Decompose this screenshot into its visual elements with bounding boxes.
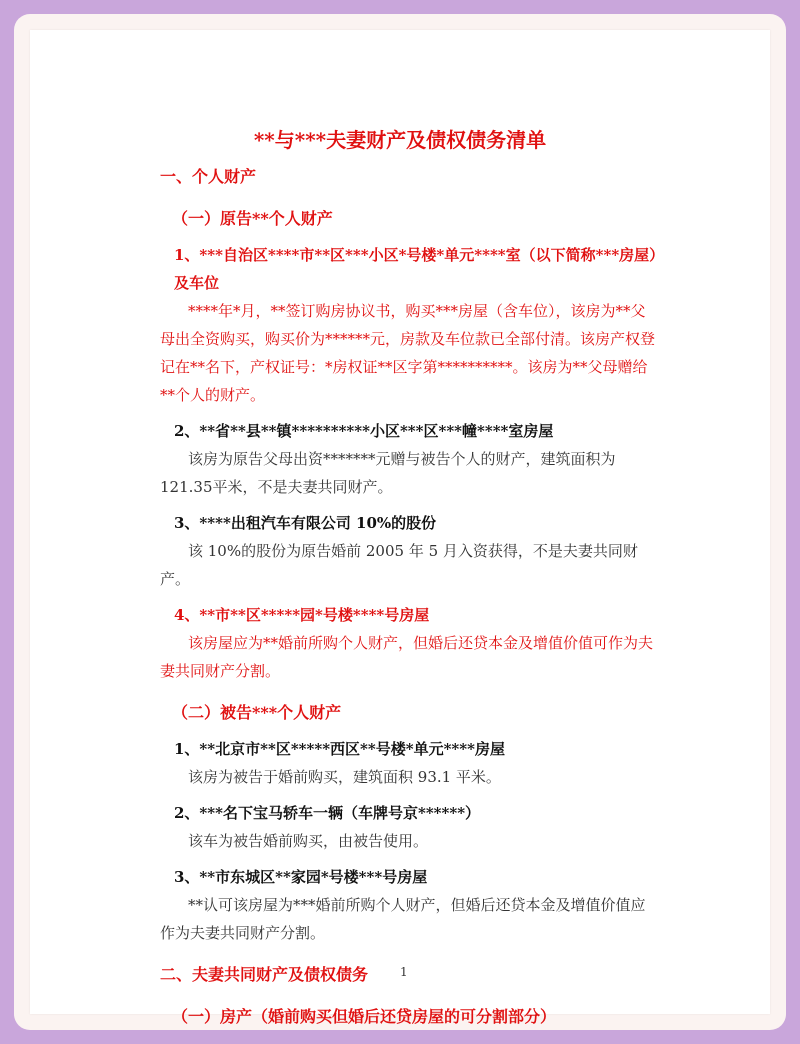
item-heading: 3、**市东城区**家园*号楼***号房屋 xyxy=(174,868,428,886)
item-text: 该房屋应为**婚前所购个人财产，但婚后还贷本金及增值价值可作为夫妻共同财产分割。 xyxy=(160,634,654,680)
section-heading: 二、夫妻共同财产及债权债务 xyxy=(160,965,369,984)
item-heading: 4、**市**区*****园*号楼****号房屋 xyxy=(174,606,430,624)
item-text: 该车为被告婚前购买，由被告使用。 xyxy=(188,832,429,850)
item-heading: 3、****出租汽车有限公司 10%的股份 xyxy=(174,514,437,532)
section-heading: 一、个人财产 xyxy=(160,167,257,186)
document-content xyxy=(160,124,660,1031)
subsection-heading: （一）房产（婚前购买但婚后还贷房屋的可分割部分） xyxy=(172,1007,557,1026)
item-heading: 2、**省**县**镇**********小区***区***幢****室房屋 xyxy=(174,422,554,440)
item-text: 该 10%的股份为原告婚前 2005 年 5 月入资获得，不是夫妻共同财产。 xyxy=(160,542,638,588)
subsection-heading: （二）被告***个人财产 xyxy=(172,703,342,722)
page-number: 1 xyxy=(400,965,408,979)
item-text: 该房为原告父母出资*******元赠与被告个人的财产，建筑面积为 121.35平米，不是夫妻共同财产。 xyxy=(160,450,616,496)
item-text: 该房为被告于婚前购买，建筑面积 93.1 平米。 xyxy=(188,768,501,786)
document-title: **与***夫妻财产及债权债务清单 xyxy=(253,128,547,152)
item-heading: 2、***名下宝马轿车一辆（车牌号京******） xyxy=(174,804,481,822)
item-text: **认可该房屋为***婚前所购个人财产，但婚后还贷本金及增值价值应作为夫妻共同财产分割。 xyxy=(160,896,646,942)
item-text: ****年*月，**签订购房协议书，购买***房屋（含车位），该房为**父母出全资购买，购买价为******元，房款及车位款已全部付清。该房产权登记在**名下，产权证号：*房权证**区字第**********。该房为**父母赠给**个人的财产。 xyxy=(160,302,656,404)
item-heading: 1、***自治区****市**区***小区*号楼*单元****室（以下简称***房屋）及车位 xyxy=(174,246,657,292)
subsection-heading: （一）原告**个人财产 xyxy=(172,209,333,228)
item-heading: 1、**北京市**区*****西区**号楼*单元****房屋 xyxy=(174,740,505,758)
